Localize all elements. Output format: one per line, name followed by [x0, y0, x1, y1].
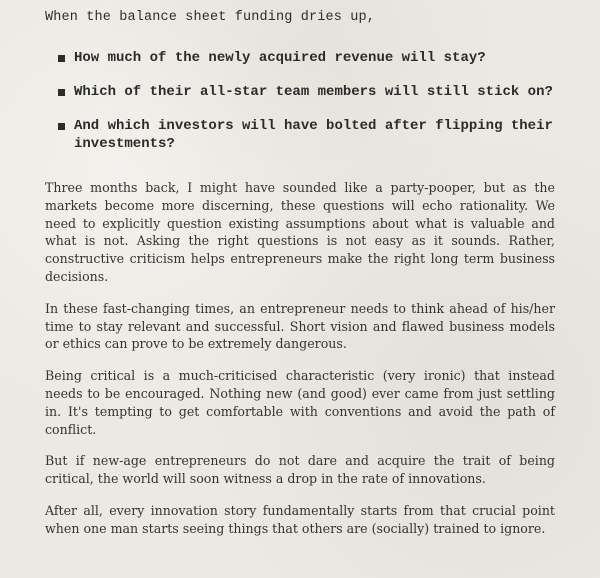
question-text: Which of their all-star team members will still stick on? — [74, 84, 553, 100]
paragraph: Being critical is a much-criticised characteristic (very ironic) that instead needs to be encouraged. Nothing new (and good) ever came from just settling in. It's tempting to get comfortable with conventions and avoid the path of conflict. — [45, 368, 555, 437]
intro-text: When the balance sheet funding dries up, — [45, 10, 376, 25]
article-body — [45, 8, 555, 552]
paragraph: In these fast-changing times, an entrepreneur needs to think ahead of his/her time to stay relevant and successful. Short vision and flawed business models or ethics can prove to be extremely dangerous. — [45, 300, 555, 352]
square-bullet-icon — [58, 123, 65, 130]
question-item — [45, 83, 555, 101]
question-item — [45, 49, 555, 67]
paragraph: After all, every innovation story fundamentally starts from that crucial point when one man starts seeing things that others are (socially) trained to ignore. — [45, 502, 555, 536]
question-item — [45, 117, 555, 153]
question-text: And which investors will have bolted after flipping their investments? — [74, 118, 553, 152]
square-bullet-icon — [58, 55, 65, 62]
question-text: How much of the newly acquired revenue will stay? — [74, 50, 486, 66]
paragraph: Three months back, I might have sounded like a party-pooper, but as the markets become more discerning, these questions will echo rationality. We need to explicitly question existing assumptions about what is valuable and what is not. Asking the right questions is not easy as it sounds. Rather, constructive criticism helps entrepreneurs make the right long term business decisions. — [45, 180, 555, 284]
question-list — [45, 49, 555, 153]
paragraph: But if new-age entrepreneurs do not dare and acquire the trait of being critical, the world will soon witness a drop in the rate of innovations. — [45, 453, 555, 487]
square-bullet-icon — [58, 89, 65, 96]
